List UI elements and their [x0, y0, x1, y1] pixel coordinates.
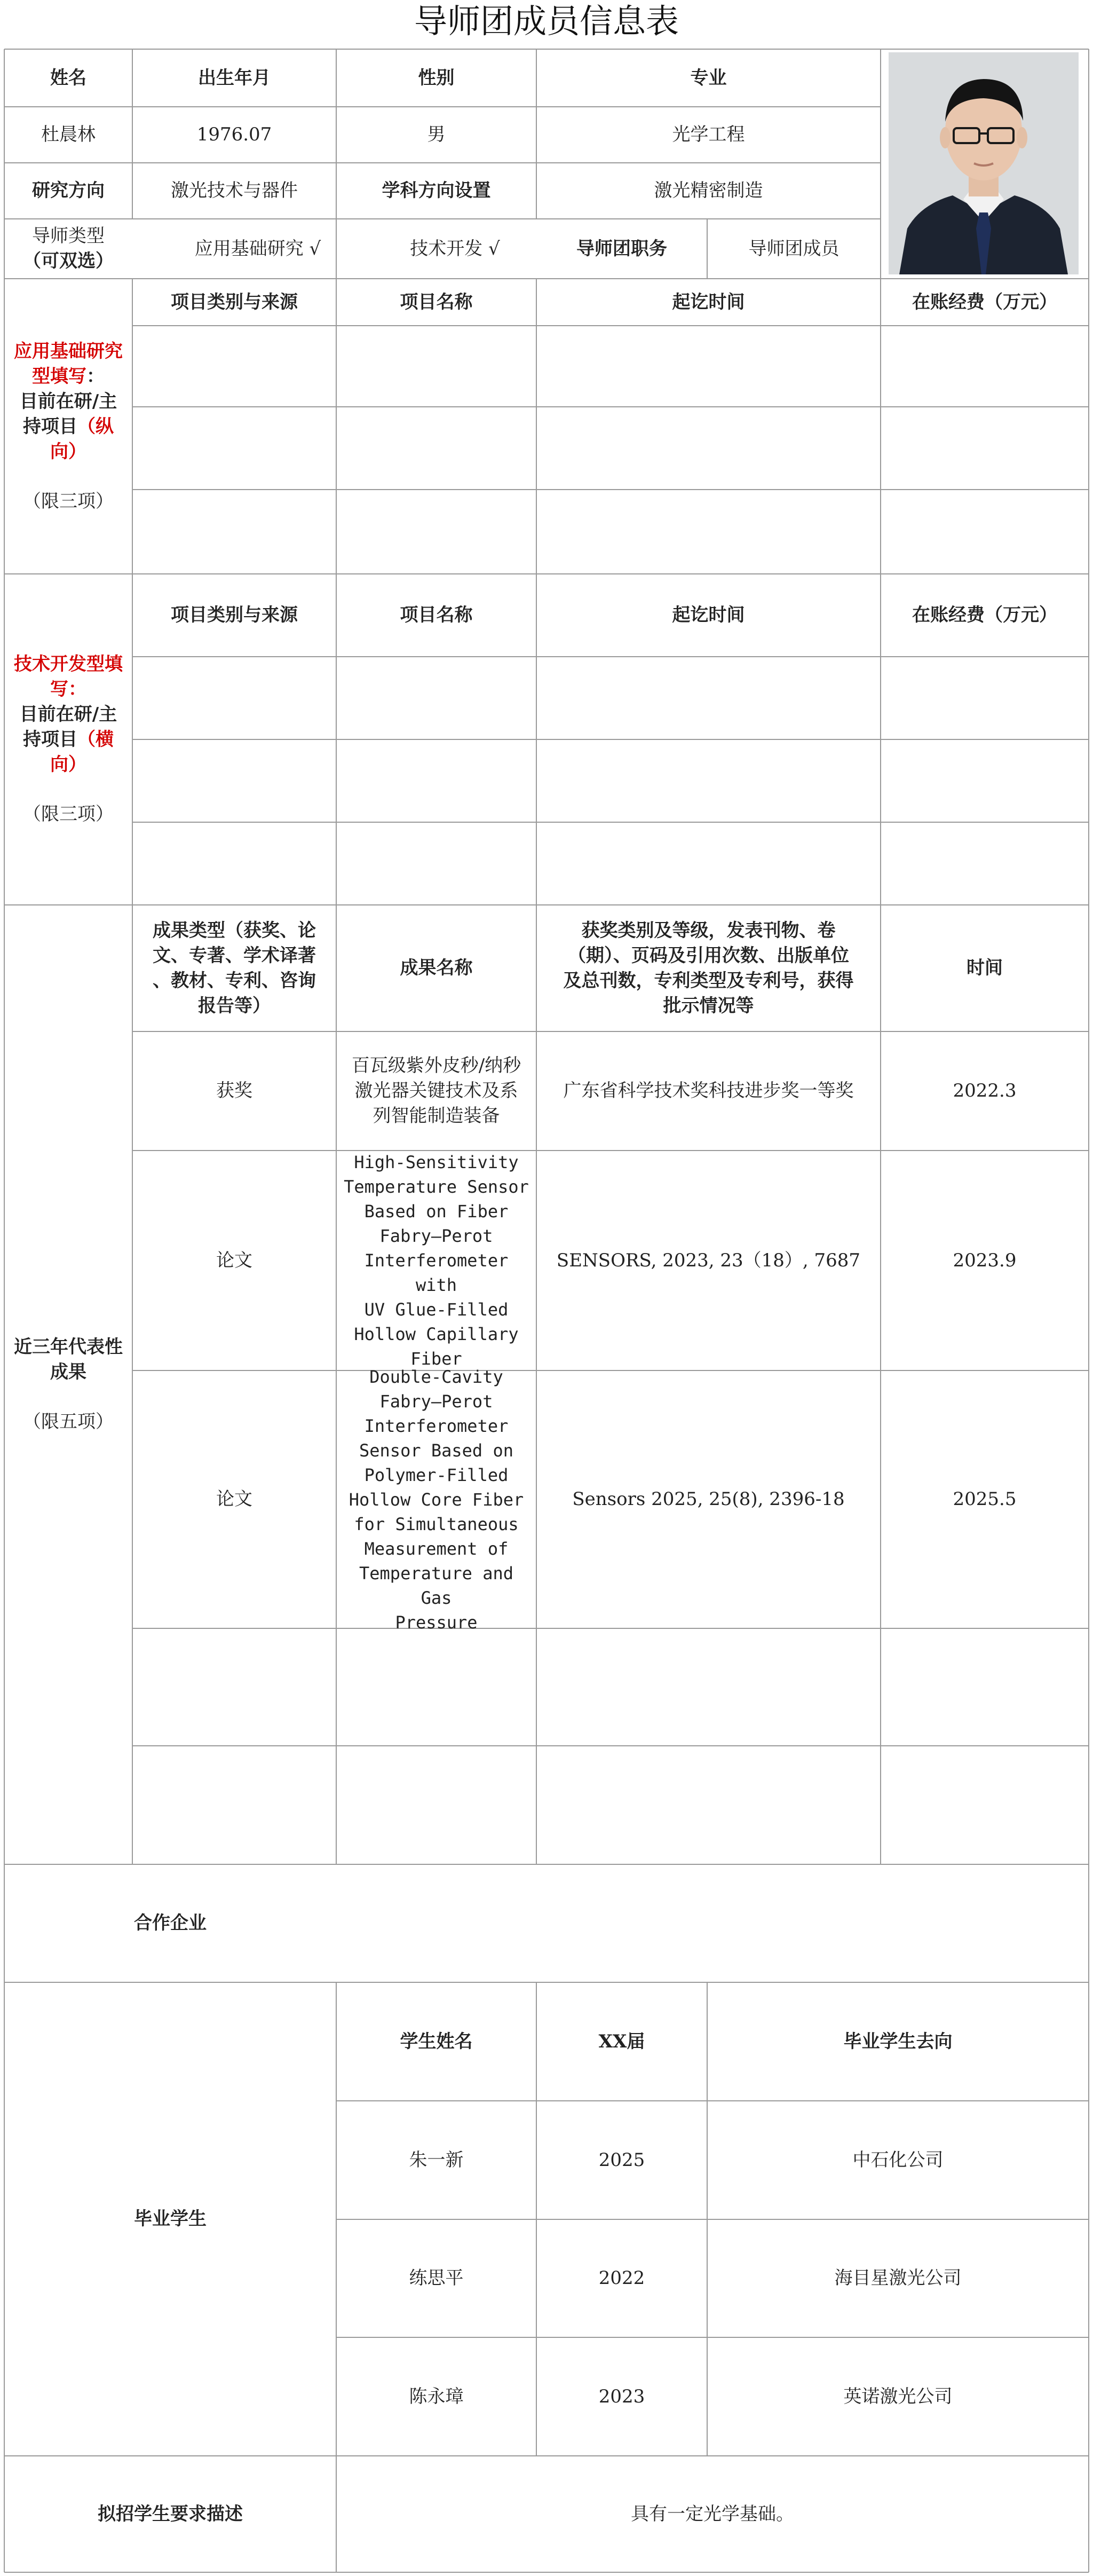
tech-header-funds: 在账经费（万元） — [912, 604, 1057, 626]
birth-label: 出生年月 — [198, 67, 271, 89]
achievement-3-name: Double-Cavity Fabry–Perot Interferometer Sensor Based on Polymer-Filled Hollow Core Fiber for Simultaneous Measurement of Temperature and Gas Pressure — [349, 1366, 524, 1633]
applied-header-name: 项目名称 — [400, 291, 473, 313]
requirement-label: 拟招学生要求描述 — [98, 2503, 243, 2525]
tech-header-period: 起讫时间 — [672, 604, 745, 626]
graduate-3-name: 陈永璋 — [409, 2385, 464, 2407]
achievement-1-detail: 广东省科学技术奖科技进步奖一等奖 — [563, 1080, 854, 1101]
graduate-1-name: 朱一新 — [409, 2149, 464, 2171]
discipline-label: 学科方向设置 — [382, 180, 491, 201]
achievement-2-time: 2023.9 — [953, 1249, 1017, 1271]
tech-side-label: 技术开发型填 写： 目前在研/主 持项目（横 向） （限三项） — [14, 653, 123, 825]
partner-label: 合作企业 — [134, 1912, 207, 1934]
portrait-photo — [889, 52, 1079, 274]
role-label: 导师团职务 — [576, 238, 667, 259]
mentor-type-applied: 应用基础研究 √ — [194, 238, 321, 259]
name-label: 姓名 — [50, 67, 86, 89]
graduate-1-dest: 中石化公司 — [852, 2149, 944, 2171]
tech-header-category: 项目类别与来源 — [171, 604, 298, 626]
discipline-value: 激光精密制造 — [654, 180, 763, 201]
birth-value: 1976.07 — [196, 124, 272, 145]
mentor-type-label: 导师类型 （可双选） — [23, 225, 114, 272]
graduates-label: 毕业学生 — [134, 2208, 207, 2230]
achievement-3-detail: Sensors 2025, 25(8), 2396-18 — [572, 1488, 845, 1510]
applied-header-period: 起讫时间 — [672, 291, 745, 313]
achievements-header-type: 成果类型（获奖、论 文、专著、学术译著 、教材、专利、咨询 报告等） — [153, 919, 316, 1017]
research-label: 研究方向 — [32, 180, 105, 201]
achievement-1-name: 百瓦级紫外皮秒/纳秒 激光器关键技术及系 列智能制造装备 — [351, 1055, 521, 1126]
achievement-2-detail: SENSORS, 2023, 23（18）, 7687 — [556, 1249, 861, 1271]
gender-label: 性别 — [418, 67, 455, 89]
achievements-header-time: 时间 — [967, 957, 1003, 979]
applied-header-funds: 在账经费（万元） — [912, 291, 1057, 313]
achievement-1-type: 获奖 — [216, 1080, 252, 1101]
graduates-header-name: 学生姓名 — [400, 2030, 473, 2052]
tech-header-name: 项目名称 — [400, 604, 473, 626]
achievement-3-type: 论文 — [216, 1488, 252, 1510]
mentor-type-tech: 技术开发 √ — [410, 238, 500, 259]
graduate-3-dest: 英诺激光公司 — [843, 2385, 953, 2407]
page-title: 导师团成员信息表 — [414, 2, 679, 41]
achievement-2-name: High-Sensitivity Temperature Sensor Based on Fiber Fabry–Perot Interferometer with UV Glue-Filled Hollow Capillary Fiber — [344, 1152, 529, 1369]
achievement-2-type: 论文 — [216, 1249, 252, 1271]
achievements-header-name: 成果名称 — [400, 957, 473, 979]
applied-side-label: 应用基础研究 型填写： 目前在研/主 持项目（纵 向） （限三项） — [14, 340, 123, 512]
major-label: 专业 — [690, 67, 727, 89]
achievement-1-time: 2022.3 — [953, 1080, 1017, 1101]
achievement-3-time: 2025.5 — [953, 1488, 1017, 1510]
applied-header-category: 项目类别与来源 — [171, 291, 298, 313]
major-value: 光学工程 — [672, 124, 745, 145]
graduates-header-dest: 毕业学生去向 — [843, 2030, 953, 2052]
graduate-2-name: 练思平 — [409, 2267, 464, 2289]
requirement-text: 具有一定光学基础。 — [631, 2503, 794, 2525]
graduate-3-year: 2023 — [598, 2385, 645, 2407]
name-value: 杜晨林 — [41, 124, 96, 145]
graduate-2-year: 2022 — [598, 2267, 645, 2289]
graduate-1-year: 2025 — [598, 2149, 645, 2171]
graduates-header-year: XX届 — [598, 2030, 645, 2052]
role-value: 导师团成员 — [748, 238, 839, 259]
gender-value: 男 — [427, 124, 446, 145]
graduate-2-dest: 海目星激光公司 — [834, 2267, 962, 2289]
research-value: 激光技术与器件 — [171, 180, 298, 201]
achievements-side-label: 近三年代表性 成果 （限五项） — [14, 1336, 123, 1432]
achievements-header-detail: 获奖类别及等级，发表刊物、卷 （期）、页码及引用次数、出版单位 及总刊数，专利类型及专利号，获得 批示情况等 — [563, 919, 854, 1017]
